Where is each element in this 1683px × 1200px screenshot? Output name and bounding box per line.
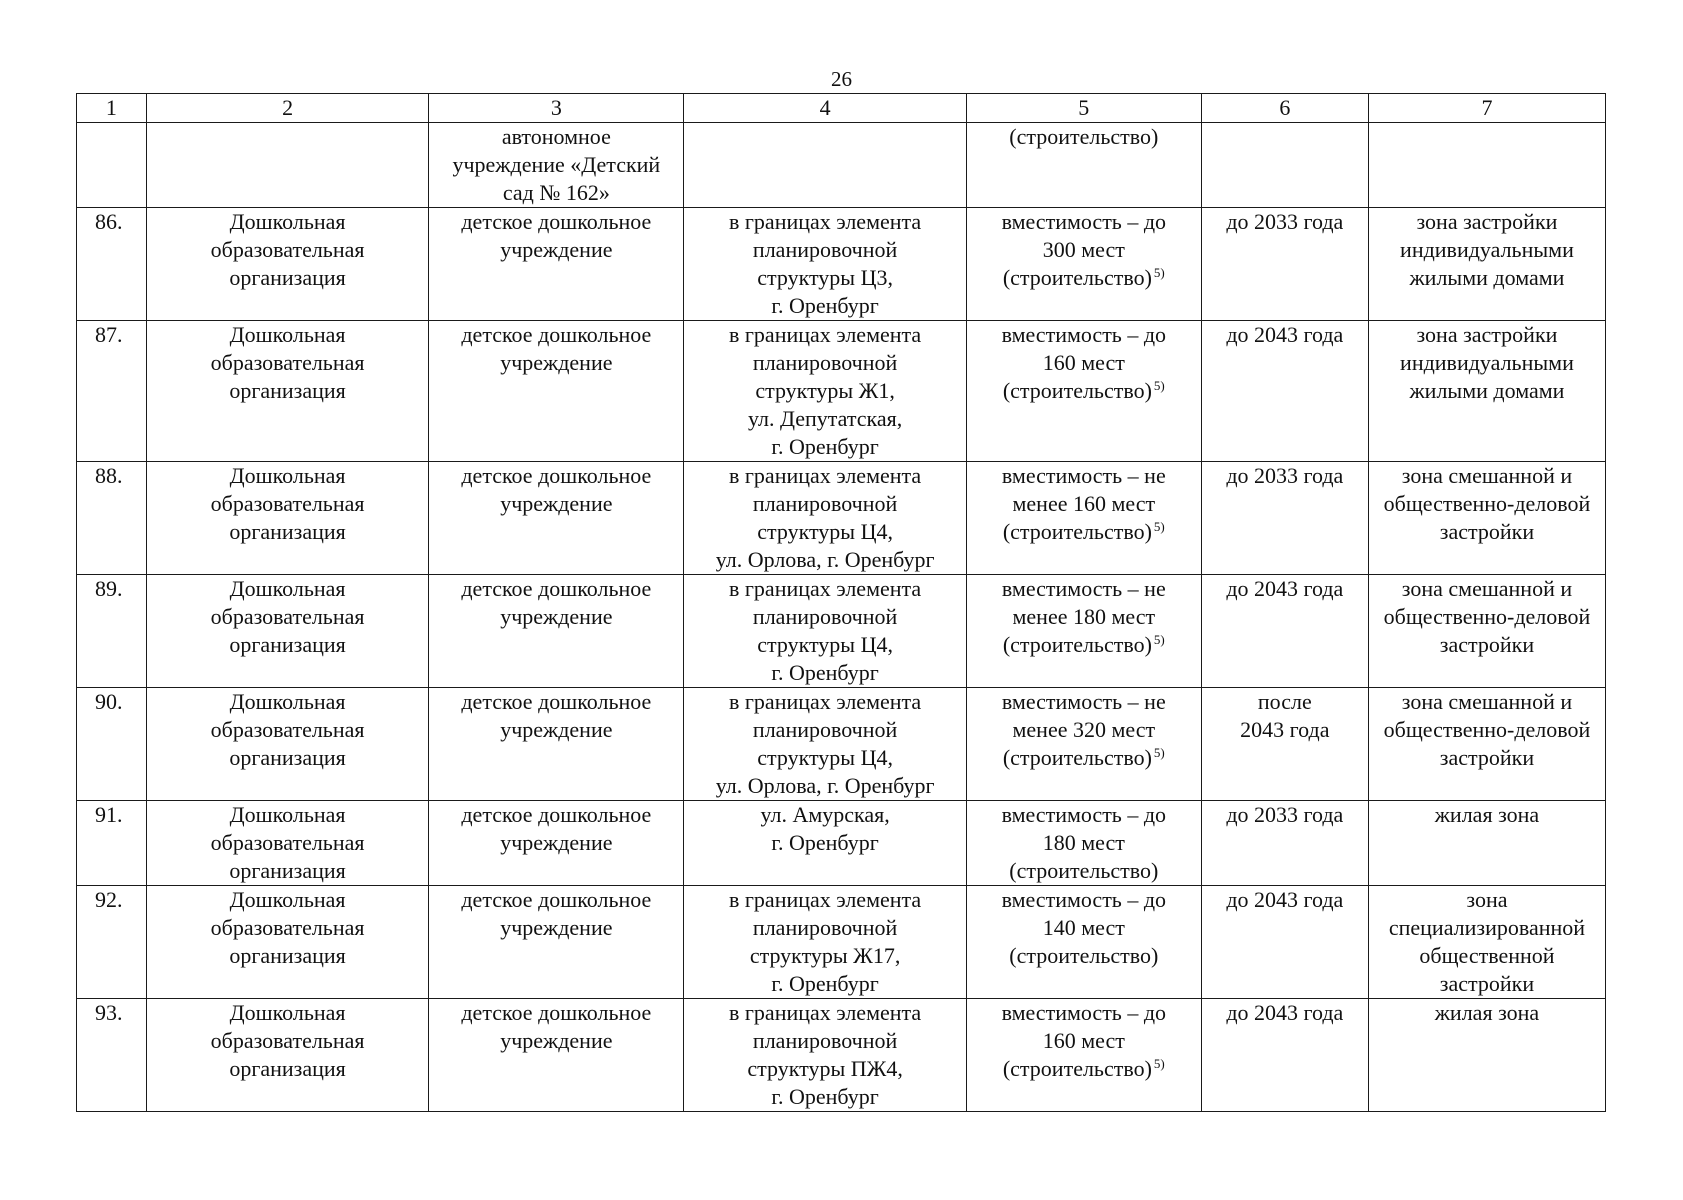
cell-row-number: [77, 575, 147, 688]
cell-text: зона смешанной и общественно-деловой застройки: [1383, 689, 1591, 770]
cell-text: вместимость – до 160 мест (строительство): [1001, 1000, 1167, 1081]
cell-location: [684, 123, 967, 208]
cell-text: зона специализированной общественной застройки: [1388, 887, 1586, 996]
cell-object-name: [429, 801, 684, 886]
header-cell-2: 2: [146, 94, 429, 123]
cell-deadline: [1201, 208, 1368, 321]
cell-location: [684, 801, 967, 886]
cell-object-type: [146, 999, 429, 1112]
cell-text: вместимость – до 160 мест (строительство): [1001, 322, 1167, 403]
page-number: 26: [831, 67, 852, 91]
facilities-table: [76, 93, 1606, 1112]
cell-text: детское дошкольное учреждение: [461, 802, 652, 855]
table-row: [77, 575, 1606, 688]
cell-zone: [1368, 999, 1605, 1112]
cell-capacity: [966, 123, 1201, 208]
cell-deadline: [1201, 688, 1368, 801]
header-cell-5: 5: [966, 94, 1201, 123]
cell-object-name: [429, 208, 684, 321]
cell-object-name: [429, 575, 684, 688]
cell-object-type: [146, 886, 429, 999]
footnote-marker: 5): [1153, 519, 1165, 534]
table-row: [77, 688, 1606, 801]
cell-zone: [1368, 801, 1605, 886]
cell-text: детское дошкольное учреждение: [461, 576, 652, 629]
cell-capacity: [966, 801, 1201, 886]
cell-text: в границах элемента планировочной структуры Ц3, г. Оренбург: [729, 209, 922, 318]
cell-text: Дошкольная образовательная организация: [210, 802, 365, 883]
cell-row-number: [77, 999, 147, 1112]
cell-text: вместимость – не менее 320 мест (строительство): [1001, 689, 1166, 770]
cell-text: жилая зона: [1434, 1000, 1540, 1025]
cell-zone: [1368, 123, 1605, 208]
cell-text: после 2043 года: [1240, 689, 1330, 742]
cell-text: 87.: [95, 322, 123, 347]
table-row: [77, 999, 1606, 1112]
cell-text: в границах элемента планировочной структуры Ц4, ул. Орлова, г. Оренбург: [715, 689, 935, 798]
cell-text: до 2043 года: [1226, 1000, 1344, 1025]
cell-text: Дошкольная образовательная организация: [210, 689, 365, 770]
cell-text: Дошкольная образовательная организация: [210, 1000, 365, 1081]
cell-text: в границах элемента планировочной структуры Ц4, ул. Орлова, г. Оренбург: [715, 463, 935, 572]
header-cell-1: 1: [77, 94, 147, 123]
cell-text: вместимость – до 300 мест (строительство): [1001, 209, 1167, 290]
cell-location: [684, 321, 967, 462]
cell-object-type: [146, 123, 429, 208]
header-cell-6: 6: [1201, 94, 1368, 123]
cell-text: детское дошкольное учреждение: [461, 689, 652, 742]
cell-object-name: [429, 688, 684, 801]
cell-location: [684, 688, 967, 801]
header-row: [77, 94, 1606, 123]
cell-text: жилая зона: [1434, 802, 1540, 827]
cell-text: вместимость – до 180 мест (строительство): [1001, 802, 1167, 883]
cell-location: [684, 886, 967, 999]
cell-zone: [1368, 321, 1605, 462]
cell-text: Дошкольная образовательная организация: [210, 887, 365, 968]
cell-row-number: [77, 123, 147, 208]
cell-object-type: [146, 575, 429, 688]
cell-text: (строительство): [1009, 124, 1159, 149]
cell-row-number: [77, 801, 147, 886]
cell-text: детское дошкольное учреждение: [461, 322, 652, 375]
cell-text: зона смешанной и общественно-деловой застройки: [1383, 576, 1591, 657]
cell-row-number: [77, 688, 147, 801]
cell-text: до 2043 года: [1226, 322, 1344, 347]
cell-text: зона застройки индивидуальными жилыми домами: [1400, 209, 1574, 290]
footnote-marker: 5): [1153, 1056, 1165, 1071]
cell-text: вместимость – до 140 мест (строительство): [1001, 887, 1167, 968]
cell-zone: [1368, 886, 1605, 999]
footnote-marker: 5): [1153, 632, 1165, 647]
cell-text: 91.: [95, 802, 123, 827]
cell-text: Дошкольная образовательная организация: [210, 322, 365, 403]
cell-capacity: [966, 321, 1201, 462]
cell-deadline: [1201, 321, 1368, 462]
cell-text: 86.: [95, 209, 123, 234]
cell-text: Дошкольная образовательная организация: [210, 209, 365, 290]
cell-text: автономное учреждение «Детский сад № 162»: [452, 124, 661, 205]
cell-row-number: [77, 208, 147, 321]
cell-capacity: [966, 999, 1201, 1112]
cell-object-type: [146, 321, 429, 462]
table-row: [77, 123, 1606, 208]
cell-object-name: [429, 999, 684, 1112]
footnote-marker: 5): [1153, 265, 1165, 280]
cell-object-type: [146, 462, 429, 575]
cell-object-name: [429, 886, 684, 999]
cell-text: в границах элемента планировочной структуры ПЖ4, г. Оренбург: [729, 1000, 922, 1109]
cell-row-number: [77, 321, 147, 462]
cell-text: Дошкольная образовательная организация: [210, 576, 365, 657]
cell-zone: [1368, 575, 1605, 688]
table-row: [77, 321, 1606, 462]
cell-object-name: [429, 321, 684, 462]
cell-text: 89.: [95, 576, 123, 601]
cell-location: [684, 462, 967, 575]
cell-text: до 2043 года: [1226, 887, 1344, 912]
table-row: [77, 462, 1606, 575]
cell-location: [684, 208, 967, 321]
cell-deadline: [1201, 462, 1368, 575]
footnote-marker: 5): [1153, 378, 1165, 393]
cell-capacity: [966, 575, 1201, 688]
header-cell-4: 4: [684, 94, 967, 123]
cell-text: в границах элемента планировочной структуры Ц4, г. Оренбург: [729, 576, 922, 685]
cell-deadline: [1201, 575, 1368, 688]
cell-text: вместимость – не менее 180 мест (строительство): [1001, 576, 1166, 657]
cell-text: до 2033 года: [1226, 802, 1344, 827]
cell-text: ул. Амурская, г. Оренбург: [760, 802, 890, 855]
cell-row-number: [77, 462, 147, 575]
cell-text: 90.: [95, 689, 123, 714]
cell-text: зона застройки индивидуальными жилыми домами: [1400, 322, 1574, 403]
cell-text: детское дошкольное учреждение: [461, 463, 652, 516]
cell-location: [684, 575, 967, 688]
cell-text: в границах элемента планировочной структуры Ж1, ул. Депутатская, г. Оренбург: [729, 322, 922, 459]
table-row: [77, 801, 1606, 886]
cell-deadline: [1201, 801, 1368, 886]
cell-zone: [1368, 208, 1605, 321]
cell-capacity: [966, 886, 1201, 999]
header-cell-3: 3: [429, 94, 684, 123]
cell-text: до 2043 года: [1226, 576, 1344, 601]
cell-text: зона смешанной и общественно-деловой застройки: [1383, 463, 1591, 544]
cell-deadline: [1201, 886, 1368, 999]
cell-text: детское дошкольное учреждение: [461, 209, 652, 262]
cell-object-type: [146, 801, 429, 886]
cell-text: вместимость – не менее 160 мест (строительство): [1001, 463, 1166, 544]
cell-text: детское дошкольное учреждение: [461, 887, 652, 940]
cell-zone: [1368, 462, 1605, 575]
cell-text: 88.: [95, 463, 123, 488]
cell-capacity: [966, 688, 1201, 801]
cell-text: 92.: [95, 887, 123, 912]
cell-text: детское дошкольное учреждение: [461, 1000, 652, 1053]
cell-text: до 2033 года: [1226, 463, 1344, 488]
table-row: [77, 886, 1606, 999]
table-body: [77, 123, 1606, 1112]
cell-capacity: [966, 208, 1201, 321]
cell-text: в границах элемента планировочной структуры Ж17, г. Оренбург: [729, 887, 922, 996]
cell-object-name: [429, 462, 684, 575]
cell-capacity: [966, 462, 1201, 575]
footnote-marker: 5): [1153, 745, 1165, 760]
cell-text: до 2033 года: [1226, 209, 1344, 234]
cell-text: 93.: [95, 1000, 123, 1025]
cell-zone: [1368, 688, 1605, 801]
header-cell-7: 7: [1368, 94, 1605, 123]
cell-object-name: [429, 123, 684, 208]
cell-deadline: [1201, 123, 1368, 208]
cell-object-type: [146, 688, 429, 801]
cell-text: Дошкольная образовательная организация: [210, 463, 365, 544]
cell-row-number: [77, 886, 147, 999]
table-row: [77, 208, 1606, 321]
cell-object-type: [146, 208, 429, 321]
cell-deadline: [1201, 999, 1368, 1112]
cell-location: [684, 999, 967, 1112]
